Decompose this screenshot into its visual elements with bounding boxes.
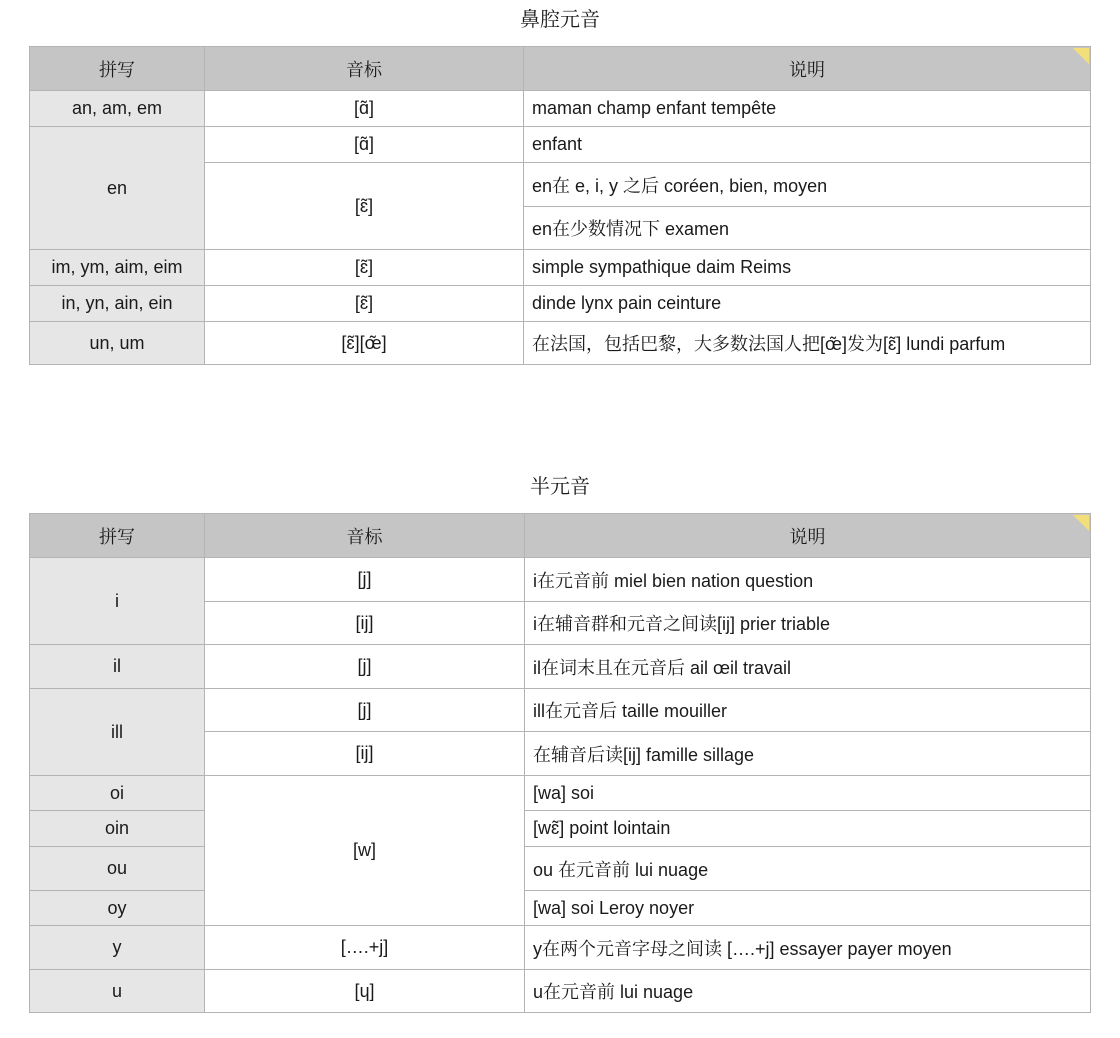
header-description-label: 说明 — [789, 526, 826, 547]
description-cell[interactable]: enfant — [524, 127, 1091, 163]
spelling-cell[interactable]: y — [30, 926, 205, 970]
description-cell[interactable]: i在辅音群和元音之间读[ij] prier triable — [525, 602, 1091, 645]
semi-vowels-title: 半元音 — [530, 476, 590, 498]
header-description[interactable] — [525, 514, 1091, 558]
phonetic-cell[interactable]: [ij] — [205, 732, 525, 776]
spelling-cell[interactable]: u — [30, 970, 205, 1013]
spelling-cell[interactable]: im, ym, aim, eim — [30, 250, 205, 286]
corner-marker-icon — [1073, 515, 1089, 531]
table-row — [30, 127, 1091, 163]
spelling-cell[interactable]: en — [30, 127, 205, 250]
description-cell[interactable]: i在元音前 miel bien nation question — [525, 558, 1091, 602]
table-row — [30, 891, 1091, 926]
phonetic-cell[interactable]: [ɥ] — [205, 970, 525, 1013]
phonetic-cell[interactable]: [ɛ̃] — [205, 163, 524, 250]
table-row — [30, 322, 1091, 365]
table-row — [30, 811, 1091, 847]
corner-marker-icon — [1073, 48, 1089, 64]
phonetic-cell[interactable]: [ɛ̃] — [205, 286, 524, 322]
phonetic-cell[interactable]: [j] — [205, 558, 525, 602]
spelling-cell[interactable]: ou — [30, 847, 205, 891]
description-cell[interactable]: y在两个元音字母之间读 [….+j] essayer payer moyen — [525, 926, 1091, 970]
spelling-cell[interactable]: oi — [30, 776, 205, 811]
table-row — [30, 926, 1091, 970]
header-row — [30, 514, 1091, 558]
table-row — [30, 776, 1091, 811]
nasal-vowels-title: 鼻腔元音 — [520, 9, 600, 31]
spelling-cell[interactable]: an, am, em — [30, 91, 205, 127]
phonetic-cell[interactable]: [ɛ̃][œ̃] — [205, 322, 524, 365]
table-row — [30, 847, 1091, 891]
description-cell[interactable]: u在元音前 lui nuage — [525, 970, 1091, 1013]
table-row — [30, 250, 1091, 286]
description-cell[interactable]: en在少数情况下 examen — [524, 207, 1091, 250]
header-spelling[interactable]: 拼写 — [30, 514, 205, 558]
spelling-cell[interactable]: un, um — [30, 322, 205, 365]
description-cell[interactable]: en在 e, i, y 之后 coréen, bien, moyen — [524, 163, 1091, 207]
header-row — [30, 47, 1091, 91]
phonetic-cell[interactable]: [w] — [205, 776, 525, 926]
description-cell[interactable]: il在词末且在元音后 ail œil travail — [525, 645, 1091, 689]
header-description-label: 说明 — [789, 59, 825, 80]
spelling-cell[interactable]: oin — [30, 811, 205, 847]
spelling-cell[interactable]: i — [30, 558, 205, 645]
spelling-cell[interactable]: in, yn, ain, ein — [30, 286, 205, 322]
description-cell[interactable]: [wɛ̃] point lointain — [525, 811, 1091, 847]
phonetic-cell[interactable]: [j] — [205, 689, 525, 732]
description-cell[interactable]: ill在元音后 taille mouiller — [525, 689, 1091, 732]
description-cell[interactable]: ou 在元音前 lui nuage — [525, 847, 1091, 891]
table-row — [30, 970, 1091, 1013]
table-row — [30, 645, 1091, 689]
description-cell[interactable]: dinde lynx pain ceinture — [524, 286, 1091, 322]
phonetic-cell[interactable]: [ɛ̃] — [205, 250, 524, 286]
phonetic-cell[interactable]: [ɑ̃] — [205, 127, 524, 163]
header-spelling[interactable]: 拼写 — [30, 47, 205, 91]
header-phonetic[interactable]: 音标 — [205, 47, 524, 91]
nasal-vowels-table — [29, 46, 1091, 365]
header-description[interactable] — [524, 47, 1091, 91]
description-cell[interactable]: [wa] soi Leroy noyer — [525, 891, 1091, 926]
description-cell[interactable]: 在法国，包括巴黎，大多数法国人把[œ̃]发为[ɛ̃] lundi parfum — [524, 322, 1091, 365]
phonetic-cell[interactable]: [j] — [205, 645, 525, 689]
semi-vowels-table — [29, 513, 1091, 1013]
table-row — [30, 689, 1091, 732]
header-phonetic[interactable]: 音标 — [205, 514, 525, 558]
spelling-cell[interactable]: oy — [30, 891, 205, 926]
phonetic-cell[interactable]: [ij] — [205, 602, 525, 645]
description-cell[interactable]: maman champ enfant tempête — [524, 91, 1091, 127]
table-row — [30, 558, 1091, 602]
spelling-cell[interactable]: ill — [30, 689, 205, 776]
spelling-cell[interactable]: il — [30, 645, 205, 689]
table-row — [30, 91, 1091, 127]
description-cell[interactable]: simple sympathique daim Reims — [524, 250, 1091, 286]
description-cell[interactable]: [wa] soi — [525, 776, 1091, 811]
phonetic-cell[interactable]: [….+j] — [205, 926, 525, 970]
description-cell[interactable]: 在辅音后读[ij] famille sillage — [525, 732, 1091, 776]
table-row — [30, 286, 1091, 322]
phonetic-cell[interactable]: [ɑ̃] — [205, 91, 524, 127]
